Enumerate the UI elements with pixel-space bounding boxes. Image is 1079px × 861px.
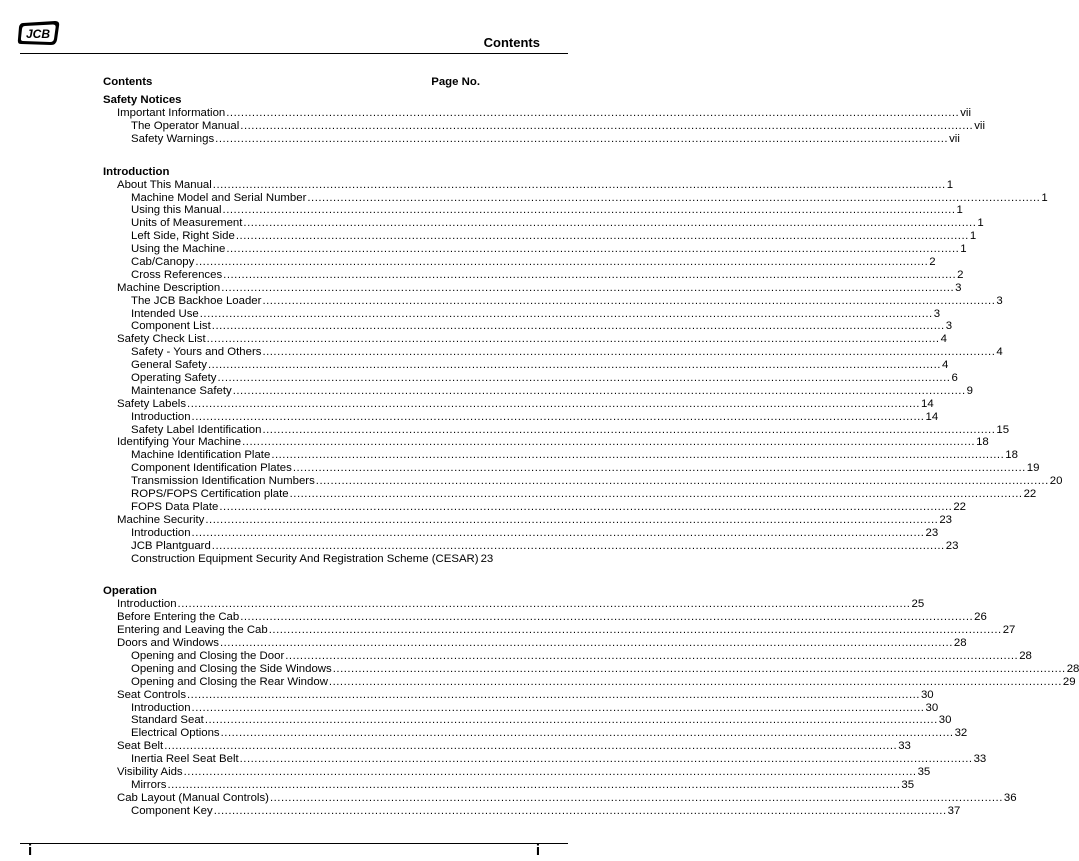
toc-entry-title: Using the Machine: [131, 243, 226, 256]
toc-entry[interactable]: [103, 513, 952, 527]
toc-entry[interactable]: [103, 765, 931, 779]
toc-entry-title: Intended Use: [131, 307, 199, 320]
toc-entry-title: General Safety: [131, 359, 207, 372]
toc-entry-title: Component List: [131, 320, 211, 333]
dot-leader: ........................................................................................................................................................................................................: [220, 727, 954, 740]
toc-entry-page: 33: [898, 740, 911, 753]
toc-entry-title: Standard Seat: [131, 714, 204, 727]
toc-entry-title: Mirrors: [131, 778, 167, 791]
toc-entry-page: 30: [920, 688, 934, 701]
footer-page-number-left: i: [28, 842, 33, 859]
toc-entry[interactable]: [103, 475, 1063, 488]
toc-entry-page: 29: [1062, 675, 1076, 688]
toc-entry-title: Introduction: [131, 526, 191, 539]
toc-section: [103, 584, 1079, 817]
toc-entry-page: 15: [996, 423, 1010, 436]
toc-entry-page: 23: [945, 539, 959, 552]
toc-entry-title: Machine Security: [117, 513, 205, 526]
toc-section: [103, 165, 1063, 566]
toc-entry-page: vii: [949, 132, 960, 145]
toc-entry-title: Construction Equipment Security And Registration Scheme (CESAR): [131, 552, 479, 565]
toc-header: [103, 76, 480, 93]
dot-leader: ........................................................................................................................................................................................................: [204, 714, 938, 727]
toc-entry-title: Safety Labels: [117, 397, 187, 410]
dot-leader: ........................................................................................................................................................................................................: [226, 243, 960, 256]
dot-leader: ........................................................................................................................................................................................................: [195, 256, 929, 269]
toc-entry[interactable]: [103, 740, 911, 753]
dot-leader: ........................................................................................................................................................................................................: [191, 526, 925, 539]
toc-entry-page: 35: [917, 765, 931, 778]
toc-entry[interactable]: [103, 243, 967, 256]
toc-entry-page: 23: [939, 513, 952, 526]
toc-entry-page: 2: [957, 268, 964, 281]
toc-entry-title: Safety Warnings: [131, 132, 215, 145]
toc-header-page-column: Page No.: [431, 76, 480, 88]
jcb-logo: [17, 20, 61, 46]
dot-leader: ........................................................................................................................................................................................................: [205, 513, 939, 526]
dot-leader: ........................................................................................................................................................................................................: [217, 372, 951, 385]
header-title: Contents: [483, 35, 540, 50]
toc-entry-title: The Operator Manual: [131, 119, 240, 132]
toc-entry-title: Component Identification Plates: [131, 462, 292, 475]
dot-leader: ........................................................................................................................................................................................................: [239, 753, 973, 766]
toc-entry-page: 27: [1002, 624, 1016, 637]
toc-entry-title: Opening and Closing the Door: [131, 649, 285, 662]
toc-entry-title: Inertia Reel Seat Belt: [131, 753, 239, 766]
toc-entry-title: Entering and Leaving the Cab: [117, 624, 268, 637]
toc-entry-title: Seat Belt: [117, 740, 164, 753]
toc-entry-title: Machine Model and Serial Number: [131, 191, 307, 204]
toc-entry-page: 28: [953, 637, 967, 650]
toc-entry-title: Maintenance Safety: [131, 384, 232, 397]
toc-entry-title: Component Key: [131, 804, 213, 817]
dot-leader: ........................................................................................................................................................................................................: [262, 346, 996, 359]
dot-leader: ........................................................................................................................................................................................................: [226, 107, 960, 119]
toc-entry-page: 30: [938, 714, 952, 727]
toc-entry-page: 3: [945, 320, 953, 333]
dot-leader: ........................................................................................................................................................................................................: [332, 662, 1066, 675]
toc-entry-page: 3: [996, 294, 1003, 307]
dot-leader: ........................................................................................................................................................................................................: [232, 384, 966, 397]
toc-entry-page: 18: [976, 436, 989, 449]
toc-entry-page: 28: [1019, 649, 1032, 662]
toc-entry[interactable]: [103, 107, 971, 120]
toc-entry[interactable]: [103, 333, 947, 346]
toc-entry-title: About This Manual: [117, 178, 212, 191]
toc-entry[interactable]: [103, 701, 939, 715]
toc-entry-title: Doors and Windows: [117, 637, 219, 650]
toc-entry[interactable]: [103, 753, 987, 766]
toc-entry-page: 22: [953, 500, 966, 513]
toc-entry-title: Safety Check List: [117, 333, 206, 346]
toc-entry-page: 2: [929, 256, 936, 269]
toc-entry[interactable]: [103, 346, 1003, 359]
svg-text:JCB: JCB: [25, 27, 51, 41]
toc-entry-page: 37: [947, 804, 961, 817]
toc-entry[interactable]: [103, 410, 939, 424]
toc-entry[interactable]: [103, 204, 963, 217]
toc-entry-page: 1: [1041, 191, 1048, 204]
dot-leader: ........................................................................................................................................................................................................: [221, 281, 955, 294]
toc-entry-title: FOPS Data Plate: [131, 500, 219, 513]
toc-entry-title: Visibility Aids: [117, 765, 183, 778]
toc-entry-page: 25: [911, 598, 925, 611]
toc-entry[interactable]: [103, 804, 961, 818]
toc-entry-page: vii: [974, 119, 985, 132]
toc-entry-page: 28: [1066, 662, 1079, 675]
dot-leader: ........................................................................................................................................................................................................: [289, 488, 1023, 501]
toc-entry[interactable]: [103, 372, 958, 385]
toc-entry-page: 30: [925, 701, 939, 714]
toc-entry[interactable]: [103, 397, 934, 411]
section-title: Safety Notices: [103, 94, 182, 106]
toc-entry-page: 4: [940, 333, 947, 346]
toc-entry[interactable]: [103, 526, 939, 540]
dot-leader: ........................................................................................................................................................................................................: [315, 475, 1049, 488]
toc-entry-page: 18: [1005, 449, 1018, 462]
toc-entry-title: Using this Manual: [131, 204, 222, 217]
toc-entry[interactable]: [103, 539, 959, 553]
section-title: Operation: [103, 585, 157, 598]
toc-entry-title: Opening and Closing the Side Windows: [131, 662, 332, 675]
toc-entry-title: Before Entering the Cab: [117, 611, 240, 624]
toc-entry[interactable]: [103, 462, 1040, 475]
toc-entry[interactable]: [103, 727, 968, 740]
dot-leader: ........................................................................................................................................................................................................: [219, 500, 953, 513]
toc-entry-page: 1: [946, 178, 954, 191]
toc-entry[interactable]: [103, 649, 1032, 663]
dot-leader: ........................................................................................................................................................................................................: [242, 436, 976, 449]
toc-entry-page: 23: [925, 526, 939, 539]
toc-entry-title: Opening and Closing the Rear Window: [131, 675, 328, 688]
dot-leader: ........................................................................................................................................................................................................: [187, 688, 920, 701]
dot-leader: ........................................................................................................................................................................................................: [243, 217, 977, 230]
dot-leader: ........................................................................................................................................................................................................: [219, 637, 953, 650]
toc-entry-title: Electrical Options: [131, 727, 220, 740]
toc-entry-title: Units of Measurement: [131, 217, 243, 230]
toc-entry-title: Machine Description: [117, 281, 221, 294]
toc-entry[interactable]: [103, 281, 962, 295]
dot-leader: ........................................................................................................................................................................................................: [262, 294, 996, 307]
toc-entry-page: 14: [920, 397, 934, 410]
dot-leader: ........................................................................................................................................................................................................: [307, 191, 1041, 204]
dot-leader: ........................................................................................................................................................................................................: [164, 740, 898, 753]
toc-entry-page: 1: [956, 204, 963, 217]
toc-entry[interactable]: [103, 294, 1003, 308]
toc-entry-page: 19: [1026, 462, 1040, 475]
dot-leader: ........................................................................................................................................................................................................: [177, 598, 911, 611]
dot-leader: ........................................................................................................................................................................................................: [211, 539, 945, 552]
toc-entry-page: 3: [955, 281, 962, 294]
footer-page-number-right: i: [535, 842, 540, 859]
dot-leader: ........................................................................................................................................................................................................: [223, 268, 957, 281]
toc-entry[interactable]: [103, 552, 494, 566]
toc-entry-title: Operating Safety: [131, 372, 217, 385]
toc-entry[interactable]: [103, 320, 953, 333]
toc-entry[interactable]: [103, 423, 1010, 437]
toc-entry-page: 9: [966, 384, 973, 397]
toc-entry-page: 33: [973, 753, 987, 766]
toc-entry-page: 22: [1023, 488, 1037, 501]
toc-entry-page: 23: [480, 552, 494, 565]
toc-entry-page: 6: [951, 372, 958, 385]
dot-leader: ........................................................................................................................................................................................................: [206, 333, 940, 346]
toc-entry[interactable]: [103, 268, 964, 282]
toc-entry-page: 26: [974, 611, 987, 624]
dot-leader: ........................................................................................................................................................................................................: [191, 701, 925, 714]
section-title: Introduction: [103, 165, 170, 178]
dot-leader: ........................................................................................................................................................................................................: [292, 462, 1026, 475]
dot-leader: ........................................................................................................................................................................................................: [187, 397, 920, 410]
toc-entry[interactable]: [103, 307, 941, 321]
dot-leader: ........................................................................................................................................................................................................: [191, 410, 925, 423]
toc-entry[interactable]: [103, 217, 984, 230]
dot-leader: ........................................................................................................................................................................................................: [213, 804, 947, 817]
dot-leader: ........................................................................................................................................................................................................: [235, 230, 969, 243]
toc-entry-page: 4: [941, 359, 949, 372]
dot-leader: ........................................................................................................................................................................................................: [199, 307, 933, 320]
toc-entry-page: 32: [954, 727, 968, 740]
dot-leader: ........................................................................................................................................................................................................: [262, 423, 996, 436]
toc-entry[interactable]: [103, 637, 967, 650]
toc-entry-page: 14: [925, 410, 939, 423]
toc-entry-title: Introduction: [131, 410, 191, 423]
footer-rule: [20, 843, 568, 844]
toc-entry[interactable]: [103, 500, 966, 514]
dot-leader: ........................................................................................................................................................................................................: [222, 204, 956, 217]
toc-entry[interactable]: [103, 714, 952, 727]
toc-entry[interactable]: [103, 662, 1079, 676]
toc-entry[interactable]: [103, 436, 989, 449]
table-of-contents: [103, 76, 1079, 818]
dot-leader: ........................................................................................................................................................................................................: [268, 624, 1002, 637]
toc-entry-page: 4: [996, 346, 1003, 359]
toc-header-title: Contents: [103, 76, 153, 88]
toc-entry-page: 1: [969, 230, 977, 243]
dot-leader: ........................................................................................................................................................................................................: [211, 320, 945, 333]
toc-entry-title: Safety Label Identification: [131, 423, 262, 436]
toc-entry[interactable]: [103, 675, 1076, 689]
toc-entry[interactable]: [103, 384, 973, 398]
toc-entry-title: Introduction: [131, 701, 191, 714]
header-rule: [20, 53, 568, 54]
toc-entry-page: vii: [960, 107, 971, 119]
toc-entry-title: Introduction: [117, 598, 177, 611]
toc-sections: [103, 93, 1079, 818]
toc-entry-title: The JCB Backhoe Loader: [131, 294, 262, 307]
toc-entry-title: Important Information: [117, 107, 226, 119]
toc-entry-title: Safety - Yours and Others: [131, 346, 262, 359]
toc-entry[interactable]: [103, 191, 1048, 205]
toc-entry[interactable]: [103, 778, 915, 792]
toc-entry-title: ROPS/FOPS Certification plate: [131, 488, 289, 501]
toc-entry-title: Cab Layout (Manual Controls): [117, 791, 269, 804]
toc-entry-page: 20: [1049, 475, 1063, 488]
toc-entry-title: Seat Controls: [117, 688, 187, 701]
dot-leader: ........................................................................................................................................................................................................: [183, 765, 917, 778]
toc-entry-page: 36: [1003, 791, 1017, 804]
toc-entry[interactable]: [103, 688, 934, 702]
toc-entry[interactable]: [103, 611, 987, 624]
dot-leader: ........................................................................................................................................................................................................: [285, 649, 1019, 662]
toc-entry-title: Identifying Your Machine: [117, 436, 242, 449]
toc-entry-title: Machine Identification Plate: [131, 449, 271, 462]
toc-entry[interactable]: [103, 132, 960, 146]
toc-entry[interactable]: [103, 791, 1017, 805]
toc-entry[interactable]: [103, 488, 1037, 501]
toc-entry-page: 35: [901, 778, 915, 791]
toc-entry[interactable]: [103, 624, 1016, 637]
toc-entry-page: 1: [960, 243, 967, 256]
dot-leader: ........................................................................................................................................................................................................: [328, 675, 1062, 688]
dot-leader: ........................................................................................................................................................................................................: [271, 449, 1005, 462]
toc-entry[interactable]: [103, 119, 985, 133]
toc-entry-title: Transmission Identification Numbers: [131, 475, 315, 488]
dot-leader: ........................................................................................................................................................................................................: [212, 178, 946, 191]
dot-leader: ........................................................................................................................................................................................................: [207, 359, 941, 372]
toc-entry[interactable]: [103, 598, 925, 611]
toc-entry-page: 3: [933, 307, 941, 320]
dot-leader: ........................................................................................................................................................................................................: [215, 132, 949, 145]
toc-entry-title: JCB Plantguard: [131, 539, 211, 552]
toc-entry-title: Left Side, Right Side: [131, 230, 235, 243]
toc-entry[interactable]: [103, 359, 949, 372]
toc-entry[interactable]: [103, 256, 936, 269]
dot-leader: ........................................................................................................................................................................................................: [240, 611, 974, 624]
dot-leader: ........................................................................................................................................................................................................: [269, 791, 1003, 804]
dot-leader: ........................................................................................................................................................................................................: [167, 778, 901, 791]
toc-entry[interactable]: [103, 178, 954, 192]
dot-leader: ........................................................................................................................................................................................................: [240, 119, 974, 132]
toc-entry[interactable]: [103, 449, 1018, 462]
toc-entry-page: 1: [977, 217, 984, 230]
toc-section: [103, 93, 985, 146]
toc-entry-title: Cross References: [131, 268, 223, 281]
toc-entry[interactable]: [103, 230, 977, 243]
toc-entry-title: Cab/Canopy: [131, 256, 195, 269]
